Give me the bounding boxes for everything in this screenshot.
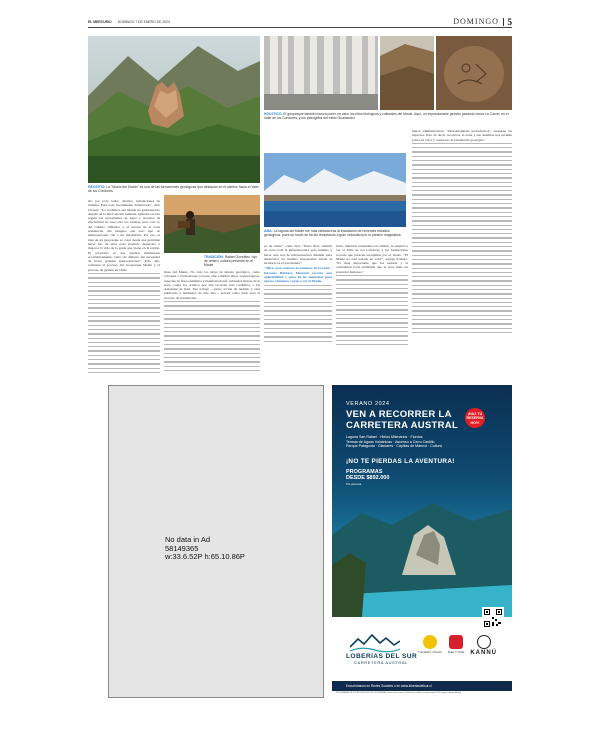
caption-label: AMA. — [264, 229, 273, 233]
caption-main-photo — [88, 185, 260, 193]
ruta-chile-logo — [448, 635, 465, 654]
placeholder-line: 58149365 — [165, 543, 199, 553]
ad-programs — [346, 469, 389, 481]
photo-rock-formation — [380, 36, 434, 110]
photo-laguna-del-maule — [264, 153, 406, 227]
article-column-1 — [88, 199, 160, 375]
article-paragraph: llenos administrativas. "Deseablemente geoturísticos", aseguran los expertos. Esto de decir, reconocer la zona y sus sistemas nos permite poner en valor y conservar su patrimonio geológico. — [412, 129, 512, 142]
placeholder-line: No data in Ad — [165, 535, 211, 544]
ad-season: VERANO 2024 — [346, 401, 390, 407]
caption-lake — [264, 229, 406, 237]
article-paragraph: po de chiste", como dice. "Entre ellos, además de crear toda la infraestructura para turismo y hacer una red de infraestructura mínima para desarrollar un turismo responsable donde el territorio es el que manda". — [264, 244, 332, 266]
caption-text: La "Muela del Diablo" es una de las formaciones geológicas que destacan en el camino hacia el Valle de los Cóndores. — [88, 185, 259, 194]
ad-title — [346, 409, 458, 431]
caption-tradition — [204, 255, 260, 268]
ad-places-line: Termas de Aguas Volcánicas · Ascenso a Cerro Castillo — [346, 439, 435, 444]
photo-arriero — [164, 195, 260, 253]
placeholder-line: w:33.6.52P h:65.10.86P — [165, 552, 245, 561]
travel-advertisement[interactable] — [332, 385, 512, 698]
page-number: 5 — [507, 16, 512, 27]
text-block — [336, 275, 408, 345]
ad-brand-sub: CARRETERA AUSTRAL — [354, 660, 408, 665]
photo-rock-columns — [264, 36, 378, 110]
pull-quote: "Mira, este cenicero lo tenemos de la zona", luzcanos Bárbara Mezarón recorre esta aplicabilidad y para de las montañas para que los visitantes vayan a ver el Maule. — [264, 266, 332, 284]
travellers-choice-logo — [418, 635, 442, 654]
header-divider — [503, 18, 504, 26]
qr-code-icon[interactable] — [482, 607, 504, 629]
ad-price-note: Por persona — [346, 482, 362, 486]
ad-places — [346, 435, 442, 449]
caption-text: La laguna del Maule fue más visitada tras la instalación de recientes estudios geológicos, pues su fondo se ha ido levantando a gran velocidad por la presión magmática. — [264, 229, 402, 238]
kannu-logo — [470, 635, 497, 656]
ad-programs-label: PROGRAMAS — [346, 469, 383, 475]
photo-petroglyphs — [436, 36, 512, 110]
ruta-chile-icon — [449, 635, 463, 649]
caption-text: El geoparque también busca poner en valor los hitos biológicos y culturales del Maule. Aquí, un impresionante geosito pasando cerca La Cárcel, en el Valle de los Cóndores, y los petroglifos del estilo Guanacolvi. — [264, 112, 509, 121]
caption-label: TRADICIÓN. — [204, 255, 224, 259]
article-column-5 — [412, 129, 512, 375]
newspaper-name: EL MERCURIO — [88, 19, 112, 24]
masthead — [88, 20, 170, 24]
text-block — [88, 273, 160, 375]
text-block — [164, 301, 260, 371]
logo-label: KANNÚ — [470, 650, 497, 656]
logo-label: Travellers' Choice — [418, 650, 442, 654]
kannu-icon — [477, 635, 491, 649]
ad-cta: ¡NO TE PIERDAS LA AVENTURA! — [346, 458, 455, 465]
article-column-2 — [164, 270, 260, 375]
caption-top-right — [264, 112, 512, 120]
ad-footer — [332, 629, 512, 681]
text-block — [264, 285, 332, 342]
caption-label: HOLSTICO. — [264, 112, 283, 116]
reserve-badge[interactable]: ¡HAZ TU RESERVA HOY! — [465, 408, 485, 428]
caption-text: Rafael González, hijo de arriero, cultura presente en el Maule. — [204, 255, 257, 268]
article-paragraph: mo por todo lados, desvíos, instalaciones de turismo. Está todo fuertemente deteriorado", dice Chavéz. "La cordillera del Maule ha permanecido alejada de la intervención humana. Quieren en esta región las necesidades de agua y recursos de efectividad en base sólo los turistas, pero con vo del cambio climático y el avance de la zona residencial, me imagino que esto tipo de intervenciones van a ser inevitables. Por eso, la idea de un geoparque es crear desde que permitan hacer uso de ellos para producir desarrollo y mejorar la vida de la gente que viene en la región. El propósito es que pueden mantenerse económicamente, verlo sin dañarlo, sin necesidad de hacer grandes intervenciones". Este año, comenzó el proceso del Geoparque Maule y el proceso de gestión en Chile. — [88, 199, 160, 272]
ad-title-line: CARRETERA AUSTRAL — [346, 420, 459, 431]
caption-label: GEOSITIO. — [88, 185, 106, 189]
ad-title-line: VEN A RECORRER LA — [346, 409, 452, 420]
ad-placeholder-text — [165, 536, 245, 562]
loberias-logo-icon — [350, 633, 400, 653]
social-strip[interactable]: Encuéntranos en Redes Sociales o en www.loberiasdelsur.cl — [332, 681, 512, 691]
article-paragraph: línea del Maule. No sólo los sitios de interés geológico, como volcanes o formaciones rocosas, sino también sitios arqueológicos, especies de flora endémica y manifestaciones culturales típicas de la zona, como los arrieros que aún recorren esta cordillera, o las artesanías de Rari. Ese trabajo —junto acción de turismo y será publicado a mediados de este año— servirá como base para el proceso de postulación. — [164, 270, 260, 300]
publication-date: DOMINGO 7 DE ENERO DE 2024 — [117, 19, 170, 24]
partner-logos — [418, 635, 497, 656]
section-day: DOMINGO — [453, 17, 499, 26]
article-paragraph: Justo, mientras avanzamos en cumbre, se empezó a ver el Valle de los Cóndores y las formaciones rocosas que parecen esculpidas por el viento. "El Maule no está pasado su valor", agrega Ernesto. "Es muy importante que los turistas y la comunidad local entiendan que la zona tiene un potencial inmenso." — [336, 244, 408, 274]
travellers-choice-icon — [423, 635, 437, 649]
logo-label: Ruta 7 Chile — [447, 650, 465, 654]
photo-muela-del-diablo — [88, 36, 260, 183]
ad-brand-name: LOBERIAS DEL SUR — [346, 653, 418, 660]
ad-places-line: Laguna San Rafael · Hielos Milenarios · Fiordos — [346, 435, 423, 439]
article-column-4 — [336, 244, 408, 375]
text-block — [412, 143, 512, 333]
page-header — [88, 16, 512, 28]
article-column-3 — [264, 244, 332, 375]
ad-places-line: Parque Patagonia · Glaciares · Capillas de Mármol · Cultura — [346, 444, 442, 449]
section-marker — [453, 17, 512, 27]
ad-fine-print: PROGRAMAS INCLUYEN DESTINO DEL PROGRAMA. Tarifas por persona. Válido para salidas en temporada 2024. Sujeto a disponibilidad. — [336, 692, 462, 694]
ad-price: DESDE $892.000 — [346, 475, 390, 481]
ad-placeholder — [108, 385, 324, 698]
